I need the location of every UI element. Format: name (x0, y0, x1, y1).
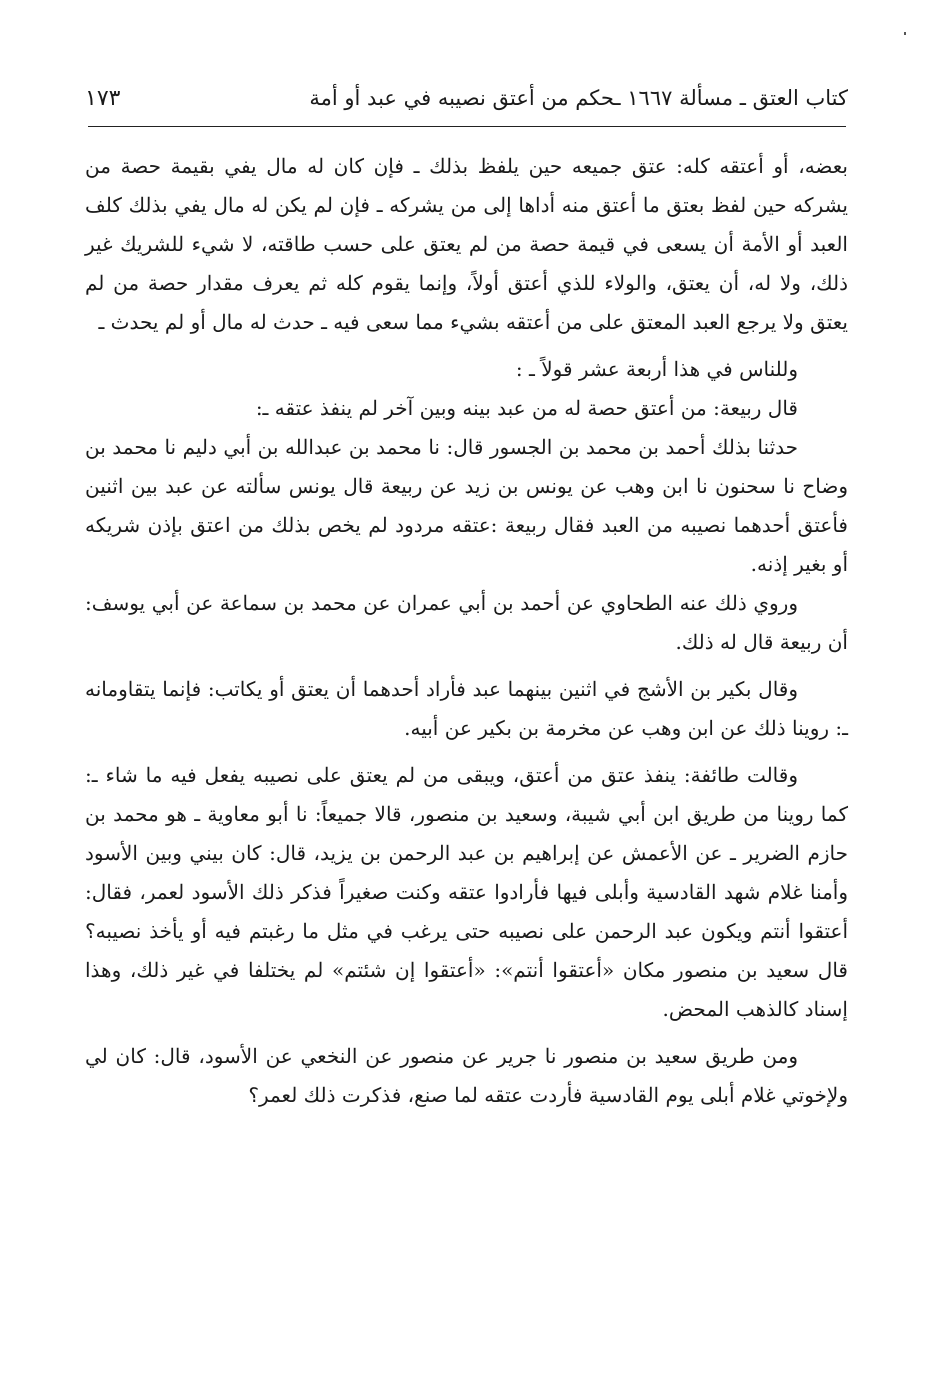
paragraph: ومن طريق سعيد بن منصور نا جرير عن منصور عن النخعي عن الأسود، قال: كان لي ولإخوتي غلام أبلى يوم القادسية فأردت عتقه لما صنع، فذكرت ذلك لعمر؟ (85, 1044, 848, 1107)
paragraph: وروي ذلك عنه الطحاوي عن أحمد بن أبي عمران عن محمد بن سماعة عن أبي يوسف: أن ربيعة قال له ذلك. (85, 591, 848, 654)
page-number: ١٧٣ (85, 85, 121, 111)
paragraph: وقالت طائفة: ينفذ عتق من أعتق، ويبقى من لم يعتق على نصيبه يفعل فيه ما شاء ـ: كما روينا من طريق ابن أبي شيبة، وسعيد بن منصور، قالا جميعاً: نا أبو معاوية ـ هو محمد بن حازم الضرير ـ عن الأعمش عن إبراهيم بن عبد الرحمن بن يزيد، قال: كان بيني وبين الأسود وأمنا غلام شهد القادسية وأبلى فيها فأرادوا عتقه وكنت صغيراً فذكر ذلك الأسود لعمر، فقال: أعتقوا أنتم ويكون عبد الرحمن على نصيبه حتى يرغب في مثل ما رغبتم فيه أو يأخذ نصيبه؟ قال سعيد بن منصور مكان «أعتقوا أنتم»: «أعتقوا إن شئتم» لم يختلفا في غير ذلك، وهذا إسناد كالذهب المحض. (85, 763, 848, 1021)
header-rule (88, 126, 846, 127)
paragraph: قال ربيعة: من أعتق حصة له من عبد بينه وبين آخر لم ينفذ عتقه ـ: (255, 396, 798, 420)
paragraph: وقال بكير بن الأشج في اثنين بينهما عبد فأراد أحدهما أن يعتق أو يكاتب: فإنما يتقاومانه ـ: روينا ذلك عن ابن وهب عن مخرمة بن بكير عن أبيه. (85, 677, 848, 740)
body-text (85, 147, 848, 1115)
paragraph: وللناس في هذا أربعة عشر قولاً ـ : (515, 357, 798, 381)
running-header (85, 80, 848, 116)
header-title: كتاب العتق ـ مسألة ١٦٦٧ ـحكم من أعتق نصيبه في عبد أو أمة (309, 86, 848, 110)
scan-speck (904, 32, 906, 35)
paragraph: بعضه، أو أعتقه كله: عتق جميعه حين يلفظ بذلك ـ فإن كان له مال يفي بقيمة حصة من يشركه حين لفظ بعتق ما أعتق منه أداها إلى من يشركه ـ فإن لم يكن له مال يفي بذلك كلف العبد أو الأمة أن يسعى في قيمة حصة من لم يعتق على حسب طاقته، لا شيء للشريك غير ذلك، ولا له، أن يعتق، والولاء للذي أعتق أولاً، وإنما يقوم كله ثم يعرف مقدار حصة من لم يعتق ولا يرجع العبد المعتق على من أعتقه بشيء مما سعى فيه ـ حدث له مال أو لم يحدث ـ (85, 154, 848, 334)
paragraph: حدثنا بذلك أحمد بن محمد بن الجسور قال: نا محمد بن عبدالله بن أبي دليم نا محمد بن وضاح نا سحنون نا ابن وهب عن يونس بن زيد عن ربيعة قال يونس سألته عن عبد بين اثنين فأعتق أحدهما نصيبه من العبد فقال ربيعة :عتقه مردود لم يخص بذلك من اعتق بإذن شريكه أو بغير إذنه. (85, 435, 848, 576)
